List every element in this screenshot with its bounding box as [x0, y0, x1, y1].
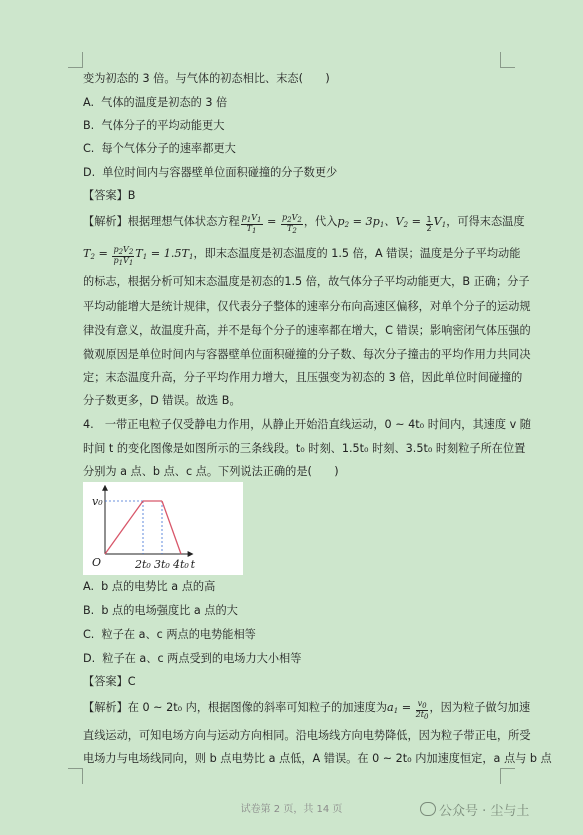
q4-answer: 【答案】C — [83, 675, 136, 688]
option-letter: D. — [83, 652, 96, 665]
q4-option-d — [83, 652, 503, 666]
page-footer: 试卷第 2 页，共 14 页 — [240, 804, 343, 815]
q4-analysis-line-1: 【解析】在 0 ~ 2t₀ 内，根据图像的斜率可知粒子的加速度为$a_1$ = $\frac{v0}{2t0}$ ，因为粒子做匀加速 — [83, 699, 531, 721]
option-letter: A. — [83, 96, 95, 109]
analysis-text: ，即末态温度是初态温度的 1.5 倍，A 错误；温度是分子平均动能 — [193, 247, 521, 260]
analysis-text: ，代入 — [303, 215, 338, 228]
formula-fraction: $\frac{p2V2}{T2}$ — [282, 213, 302, 235]
q3-stem: 变为初态的 3 倍。与气体的初态相比、末态( ) — [83, 72, 330, 85]
option-letter: B. — [83, 604, 95, 617]
series-segment — [105, 501, 143, 554]
analysis-text: 【解析】在 0 ~ 2t₀ 内，根据图像的斜率可知粒子的加速度为 — [83, 701, 388, 714]
option-letter: D. — [83, 166, 96, 179]
x-tick-label: 3t₀ — [154, 558, 170, 571]
crop-mark-top-right — [500, 52, 515, 68]
watermark — [420, 800, 529, 819]
q3-analysis-line-4: 平均动能增大是统计规律，仅代表分子整体的速率分布向高速区偏移，对单个分子的运动规 — [83, 300, 531, 313]
option-text: 气体的温度是初态的 3 倍 — [101, 96, 228, 109]
analysis-text: ，因为粒子做匀加速 — [429, 701, 531, 714]
q4-stem-line-1: 4. 一带正电粒子仅受静电力作用，从静止开始沿直线运动，0 ~ 4t₀ 时间内，其速度 v 随 — [83, 418, 531, 431]
option-text: 气体分子的平均动能更大 — [101, 119, 225, 132]
q4-analysis-line-2: 直线运动，可知电场方向与运动方向相同。沿电场线方向电势降低，因为粒子带正电，所受 — [83, 729, 531, 742]
option-letter: A. — [83, 580, 95, 593]
q3-option-c — [83, 142, 503, 156]
watermark-text: 公众号 · 尘与土 — [439, 804, 530, 819]
q4-stem-line-2: 时间 t 的变化图像是如图所示的三条线段。t₀ 时刻、1.5t₀ 时刻、3.5t₀ 时刻粒子所在位置 — [83, 442, 526, 455]
velocity-time-chart — [83, 482, 243, 575]
option-text: 粒子在 a、c 两点的电势能相等 — [101, 628, 256, 641]
option-letter: C. — [83, 142, 95, 155]
y-tick-label: v₀ — [92, 495, 103, 508]
x-axis-label: t — [190, 558, 196, 571]
q3-analysis-line-5: 律没有意义，故温度升高，并不是每个分子的速率都在增大，C 错误；影响密闭气体压强的 — [83, 324, 531, 337]
series-segment — [162, 501, 181, 554]
q4-option-b — [83, 604, 503, 618]
q3-analysis-line-3: 的标志，根据分析可知末态温度是初态的1.5 倍，故气体分子平均动能更大，B 正确；分子 — [83, 275, 530, 288]
analysis-label: 【解析】 — [83, 215, 128, 228]
option-letter: C. — [83, 628, 95, 641]
crop-mark-top-left — [68, 52, 83, 68]
formula-fraction: $\frac{v0}{2t0}$ — [415, 699, 429, 721]
option-text: 单位时间内与容器壁单位面积碰撞的分子数更少 — [102, 166, 338, 179]
option-text: 粒子在 a、c 两点受到的电场力大小相等 — [102, 652, 302, 665]
q4-stem-line-3: 分别为 a 点、b 点、c 点。下列说法正确的是( ) — [83, 465, 339, 478]
q3-analysis-line-2: $T_2$ = $\frac{p2V2}{p1V1}$ $T_1 = 1.5T_1$，即末态温度是初态温度的 1.5 倍，A 错误；温度是分子平均动能 — [83, 245, 521, 267]
formula-fraction: $\frac{p1V1}{T1}$ — [241, 213, 262, 235]
option-letter: B. — [83, 119, 95, 132]
crop-mark-bottom-right — [500, 768, 515, 784]
origin-label: O — [92, 556, 102, 569]
q3-answer: 【答案】B — [83, 189, 136, 202]
option-text: b 点的电势比 a 点的高 — [101, 580, 216, 593]
crop-mark-bottom-left — [68, 768, 83, 784]
x-tick-label: 2t₀ — [135, 558, 151, 571]
option-text: b 点的电场强度比 a 点的大 — [101, 604, 238, 617]
option-text: 每个气体分子的速率都更大 — [101, 142, 236, 155]
q3-option-d — [83, 166, 503, 180]
analysis-text: ，可得末态温度 — [446, 215, 525, 228]
q3-analysis-line-6: 微观原因是单位时间内与容器壁单位面积碰撞的分子数、每次分子撞击的平均作用力共同决 — [83, 348, 531, 361]
x-tick-label: 4t₀ — [173, 558, 189, 571]
q3-analysis-line-8: 分子数更多，D 错误。故选 B。 — [83, 394, 241, 407]
q3-analysis-line-7: 定；末态温度升高，分子平均作用力增大，且压强变为初态的 3 倍，因此单位时间碰撞的 — [83, 371, 523, 384]
formula-fraction: $\frac{1}{2}$ — [426, 215, 432, 233]
q3-analysis-line-1: 【解析】根据理想气体状态方程 $\frac{p1V1}{T1}$ = $\frac{p2V2}{T2}$ ，代入$p_2 = 3p_1$、$V_2$ = $\frac{1}{2}$ $V_1$，可得末态温度 — [83, 213, 525, 235]
q4-option-a — [83, 580, 503, 594]
q4-option-c — [83, 628, 503, 642]
q4-analysis-line-3: 电场力与电场线同向，则 b 点电势比 a 点低，A 错误。在 0 ~ 2t₀ 内加速度恒定，a 点与 b 点 — [83, 752, 552, 765]
wechat-icon — [420, 802, 436, 816]
formula-fraction: $\frac{p2V2}{p1V1}$ — [113, 245, 134, 267]
q3-option-a — [83, 96, 503, 110]
q3-option-b — [83, 119, 503, 133]
analysis-text: 根据理想气体状态方程 — [127, 215, 240, 228]
